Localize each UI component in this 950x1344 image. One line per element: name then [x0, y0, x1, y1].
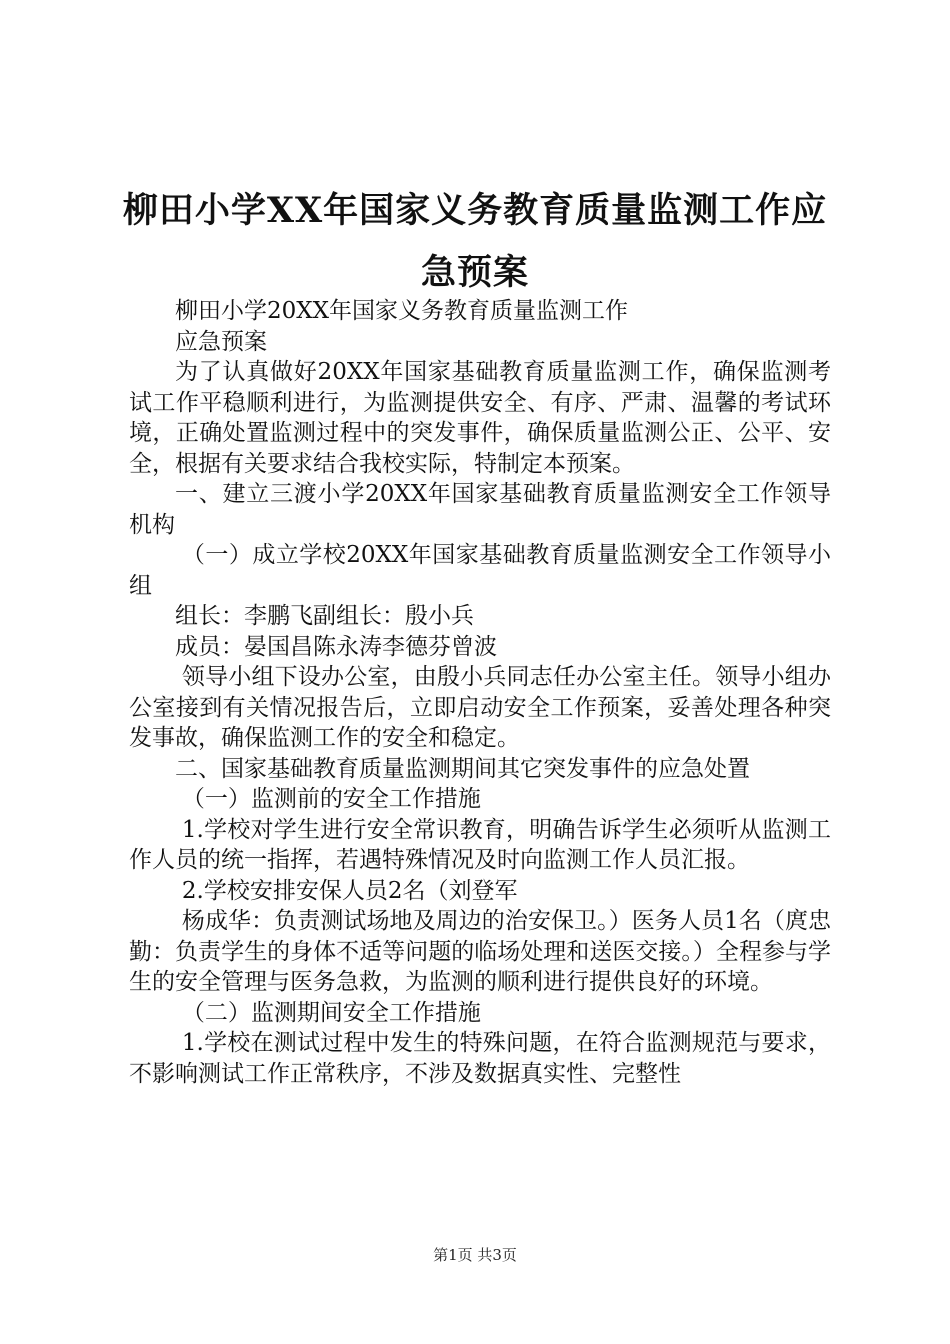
paragraph-office: 领导小组下设办公室，由殷小兵同志任办公室主任。领导小组办公室接到有关情况报告后，立即启动安全工作预案，妥善处理各种突发事故，确保监测工作的安全和稳定。	[129, 664, 831, 751]
paragraph-item-2: 2.学校安排安保人员2名（刘登军	[181, 877, 518, 904]
paragraph-item-1: 1.学校对学生进行安全常识教育，明确告诉学生必须听从监测工作人员的统一指挥，若遇特殊情况及时向监测工作人员汇报。	[129, 816, 831, 873]
title-line-1: 柳田小学XX年国家义务教育质量监测工作应	[122, 190, 828, 231]
paragraph-subsection-1-1: （一）成立学校20XX年国家基础教育质量监测安全工作领导小组	[129, 542, 831, 599]
paragraph-subsection-2-2: （二）监测期间安全工作措施	[181, 999, 481, 1026]
paragraph-item-2-cont: 杨成华：负责测试场地及周边的治安保卫。）医务人员1名（庹忠勤：负责学生的身体不适等问题的临场处理和送医交接。）全程参与学生的安全管理与医务急救，为监测的顺利进行提供良好的环境。	[129, 908, 831, 995]
document-body	[129, 296, 831, 1089]
paragraph-subtitle-cont: 应急预案	[175, 328, 267, 355]
paragraph-item-2-2-1: 1.学校在测试过程中发生的特殊问题，在符合监测规范与要求，不影响测试工作正常秩序，不涉及数据真实性、完整性	[129, 1030, 831, 1087]
paragraph-subsection-2-1: （一）监测前的安全工作措施	[181, 786, 481, 812]
paragraph-subtitle: 柳田小学20XX年国家义务教育质量监测工作	[175, 298, 629, 324]
paragraph-intro: 为了认真做好20XX年国家基础教育质量监测工作，确保监测考试工作平稳顺利进行，为监测提供安全、有序、严肃、温馨的考试环境，正确处置监测过程中的突发事件，确保质量监测公正、公平、安全，根据有关要求结合我校实际，特制定本预案。	[129, 359, 831, 477]
paragraph-section-1: 一、建立三渡小学20XX年国家基础教育质量监测安全工作领导机构	[129, 481, 831, 538]
page-number-footer: 第1页 共3页	[433, 1246, 517, 1264]
title-line-2: 急预案	[420, 252, 529, 293]
document-title	[120, 180, 830, 304]
paragraph-section-2: 二、国家基础教育质量监测期间其它突发事件的应急处置	[175, 755, 750, 782]
paragraph-members: 成员：晏国昌陈永涛李德芬曾波	[175, 633, 497, 660]
paragraph-leader: 组长：李鹏飞副组长：殷小兵	[175, 603, 474, 629]
